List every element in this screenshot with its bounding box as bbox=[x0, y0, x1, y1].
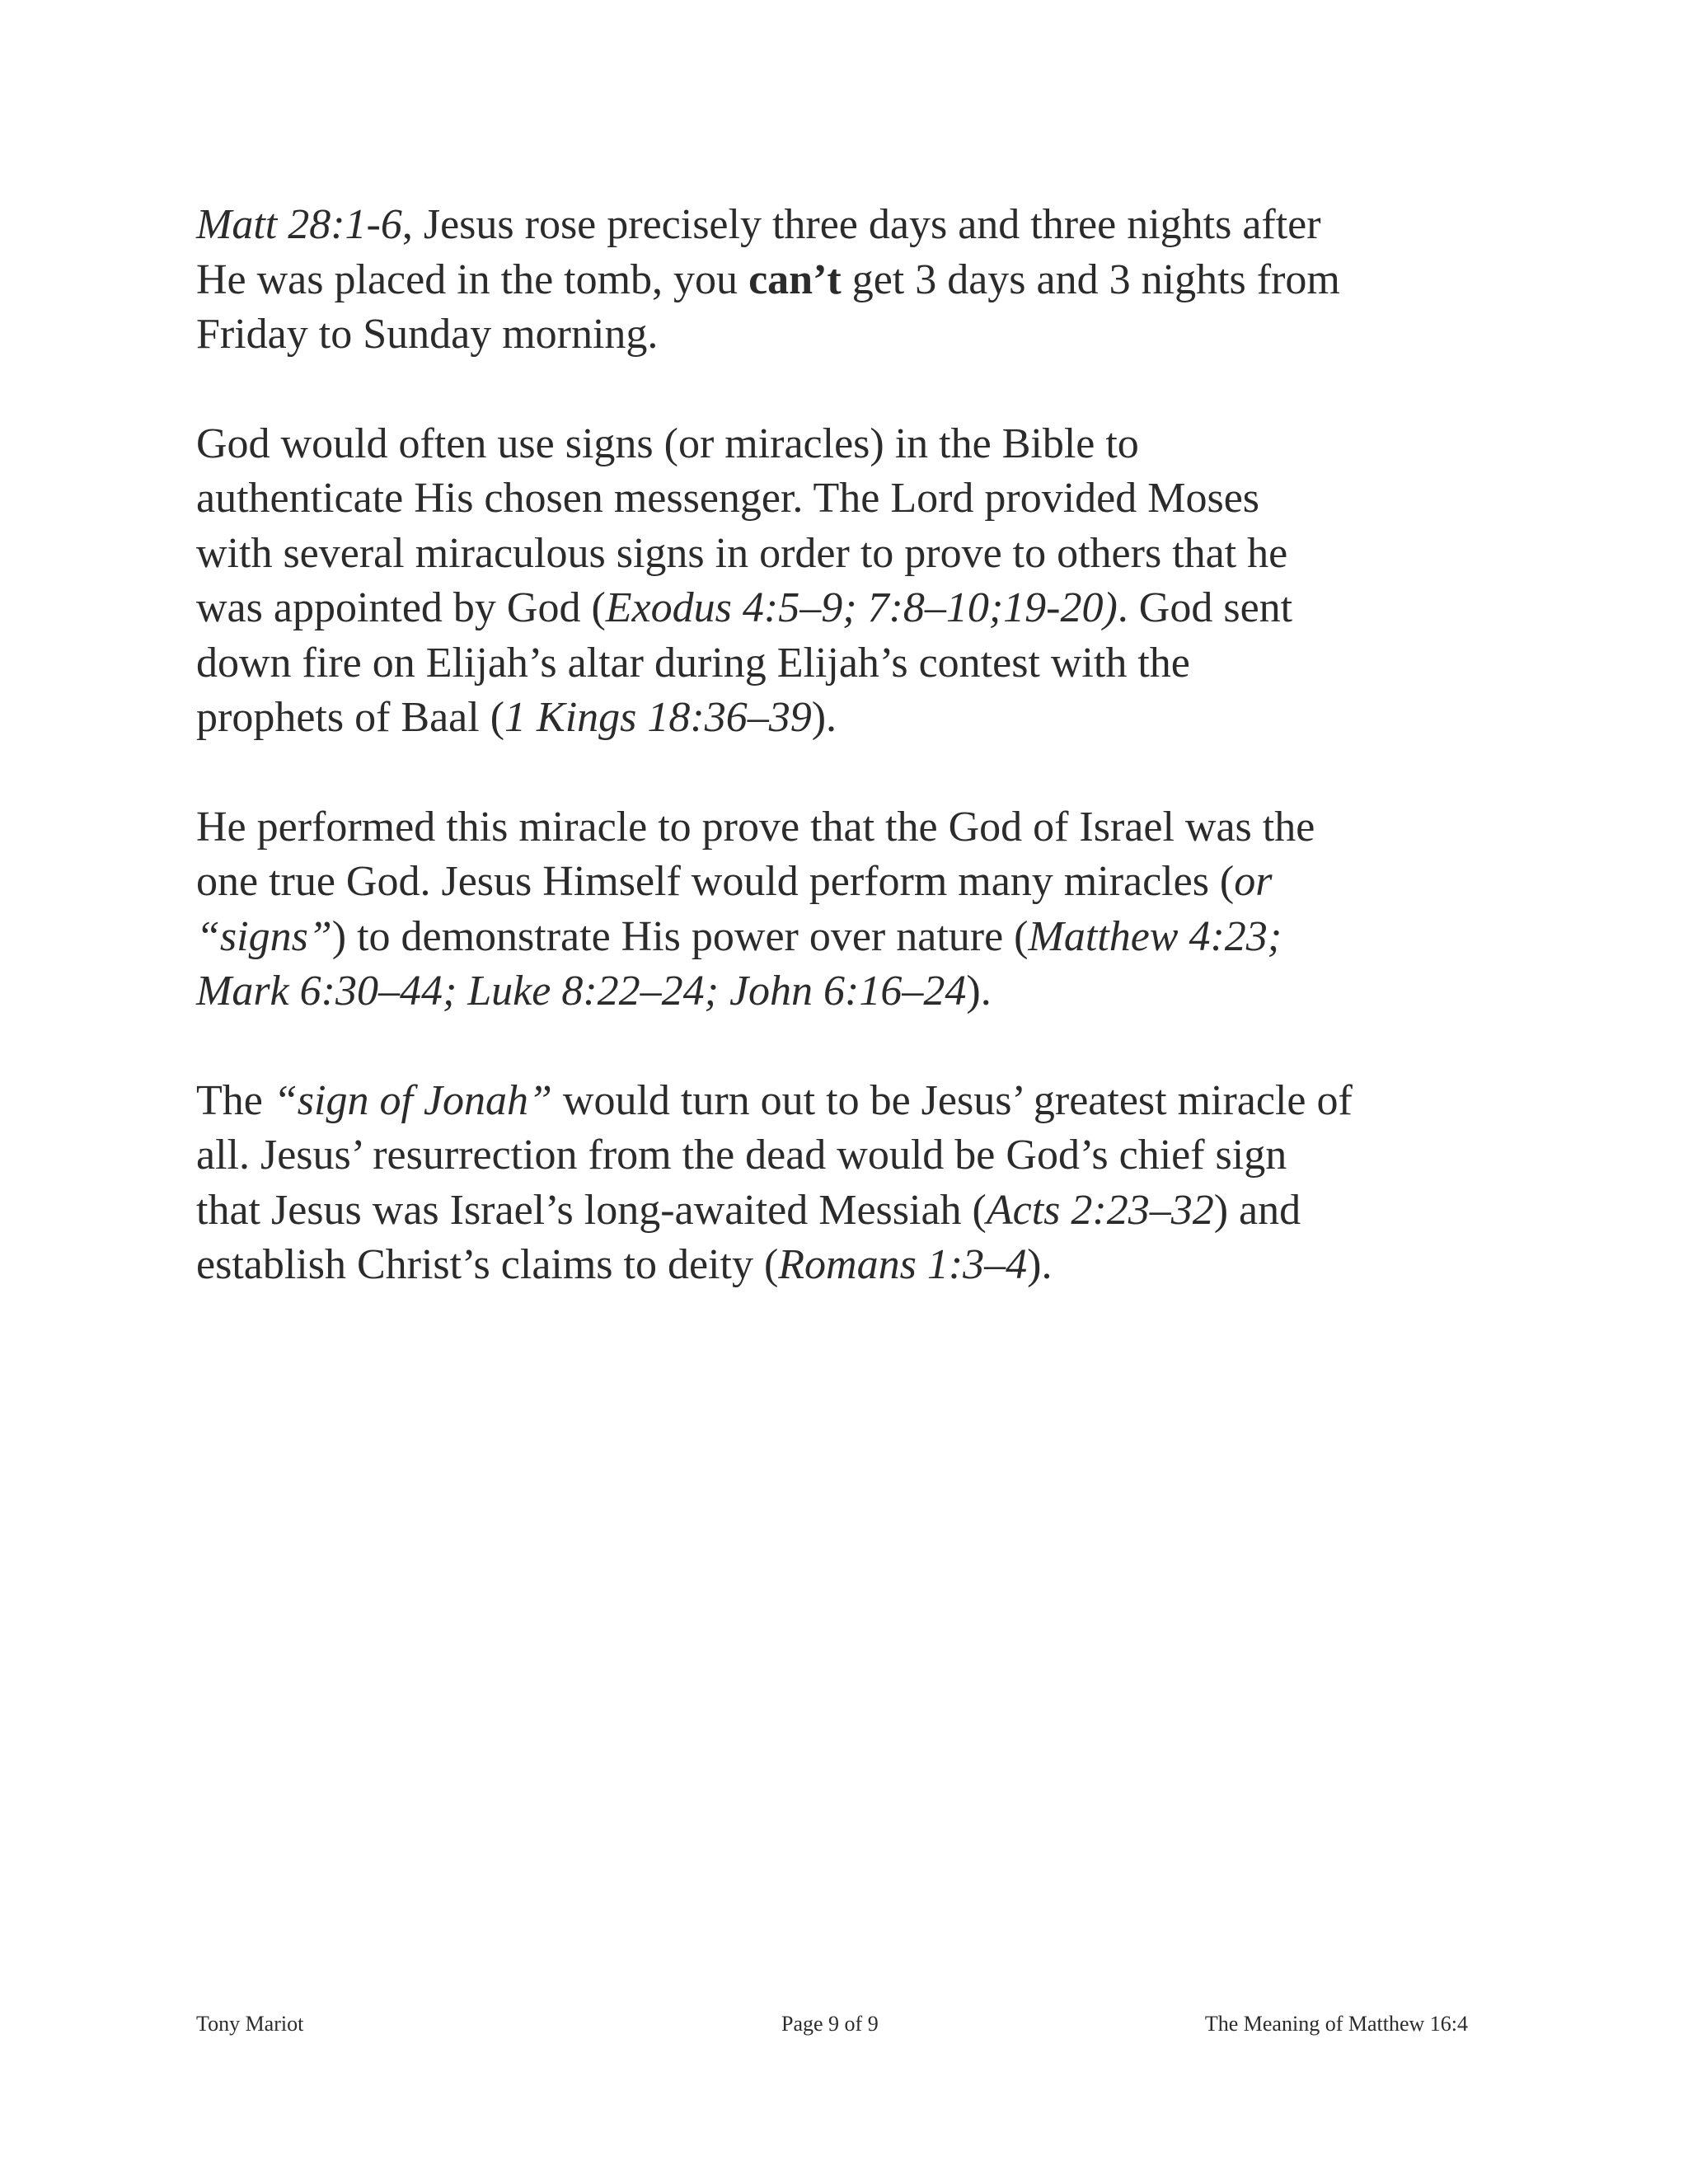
text-run: establish Christ’s claims to deity ( bbox=[196, 1241, 779, 1288]
paragraph bbox=[196, 1074, 1531, 1293]
text-run: ). bbox=[1027, 1241, 1053, 1288]
text-run: He was placed in the tomb, you bbox=[196, 255, 749, 303]
text-run: The bbox=[196, 1076, 274, 1124]
italic-text-run: 1 Kings 18:36–39 bbox=[504, 694, 812, 741]
text-run: He performed this miracle to prove that the God of Israel was the bbox=[196, 803, 1315, 851]
paragraph bbox=[196, 198, 1531, 363]
text-run: ). bbox=[966, 968, 992, 1015]
text-run: all. Jesus’ resurrection from the dead would be God’s chief sign bbox=[196, 1132, 1287, 1179]
document-body bbox=[196, 198, 1531, 1347]
text-run: with several miraculous signs in order to prove to others that he bbox=[196, 529, 1288, 577]
text-run: ). bbox=[811, 694, 837, 741]
italic-text-run: Romans 1:3–4 bbox=[778, 1241, 1028, 1288]
italic-text-run: Matthew 4:23; bbox=[1028, 912, 1282, 960]
bold-text-run: can’t bbox=[748, 255, 842, 303]
text-line bbox=[196, 1128, 1531, 1183]
italic-text-run: or bbox=[1234, 858, 1273, 905]
italic-text-run: Acts 2:23–32 bbox=[986, 1186, 1214, 1234]
text-run: ) to demonstrate His power over nature ( bbox=[331, 912, 1029, 960]
text-run: . God sent bbox=[1117, 584, 1293, 631]
text-line bbox=[196, 910, 1531, 965]
paragraph bbox=[196, 800, 1531, 1019]
text-line bbox=[196, 964, 1531, 1019]
text-line bbox=[196, 417, 1531, 472]
text-run: , Jesus rose precisely three days and three nights after bbox=[401, 201, 1321, 248]
paragraph bbox=[196, 417, 1531, 746]
footer-document-title: The Meaning of Matthew 16:4 bbox=[1204, 2012, 1468, 2036]
text-line bbox=[196, 307, 1531, 363]
text-line bbox=[196, 1183, 1531, 1239]
text-line bbox=[196, 198, 1531, 253]
text-run: that Jesus was Israel’s long-awaited Messiah ( bbox=[196, 1186, 987, 1234]
text-line bbox=[196, 636, 1531, 691]
footer-author: Tony Mariot bbox=[196, 2012, 304, 2036]
text-line bbox=[196, 855, 1531, 910]
text-line bbox=[196, 471, 1531, 527]
text-run: get 3 days and 3 nights from bbox=[841, 255, 1340, 303]
italic-text-run: Matt 28:1-6 bbox=[196, 201, 402, 248]
text-run: down fire on Elijah’s altar during Elijah’s contest with the bbox=[196, 639, 1190, 687]
text-line bbox=[196, 1238, 1531, 1293]
footer-page-number: Page 9 of 9 bbox=[781, 2012, 879, 2036]
text-run: one true God. Jesus Himself would perform many miracles ( bbox=[196, 858, 1235, 905]
text-run: ) and bbox=[1213, 1186, 1301, 1234]
text-line bbox=[196, 253, 1531, 308]
text-run: Friday to Sunday morning. bbox=[196, 311, 659, 358]
text-line bbox=[196, 800, 1531, 855]
italic-text-run: Exodus 4:5–9; 7:8–10;19-20) bbox=[605, 584, 1118, 631]
italic-text-run: “signs” bbox=[196, 912, 332, 960]
italic-text-run: Mark 6:30–44; Luke 8:22–24; John 6:16–24 bbox=[196, 968, 967, 1015]
text-line bbox=[196, 1074, 1531, 1129]
text-run: God would often use signs (or miracles) in the Bible to bbox=[196, 419, 1139, 467]
text-line bbox=[196, 691, 1531, 746]
text-line bbox=[196, 527, 1531, 582]
text-run: was appointed by God ( bbox=[196, 584, 606, 631]
text-line bbox=[196, 581, 1531, 636]
italic-text-run: “sign of Jonah” bbox=[273, 1076, 552, 1124]
text-run: prophets of Baal ( bbox=[196, 694, 505, 741]
text-run: would turn out to be Jesus’ greatest miracle of bbox=[551, 1076, 1353, 1124]
text-run: authenticate His chosen messenger. The Lord provided Moses bbox=[196, 475, 1260, 522]
